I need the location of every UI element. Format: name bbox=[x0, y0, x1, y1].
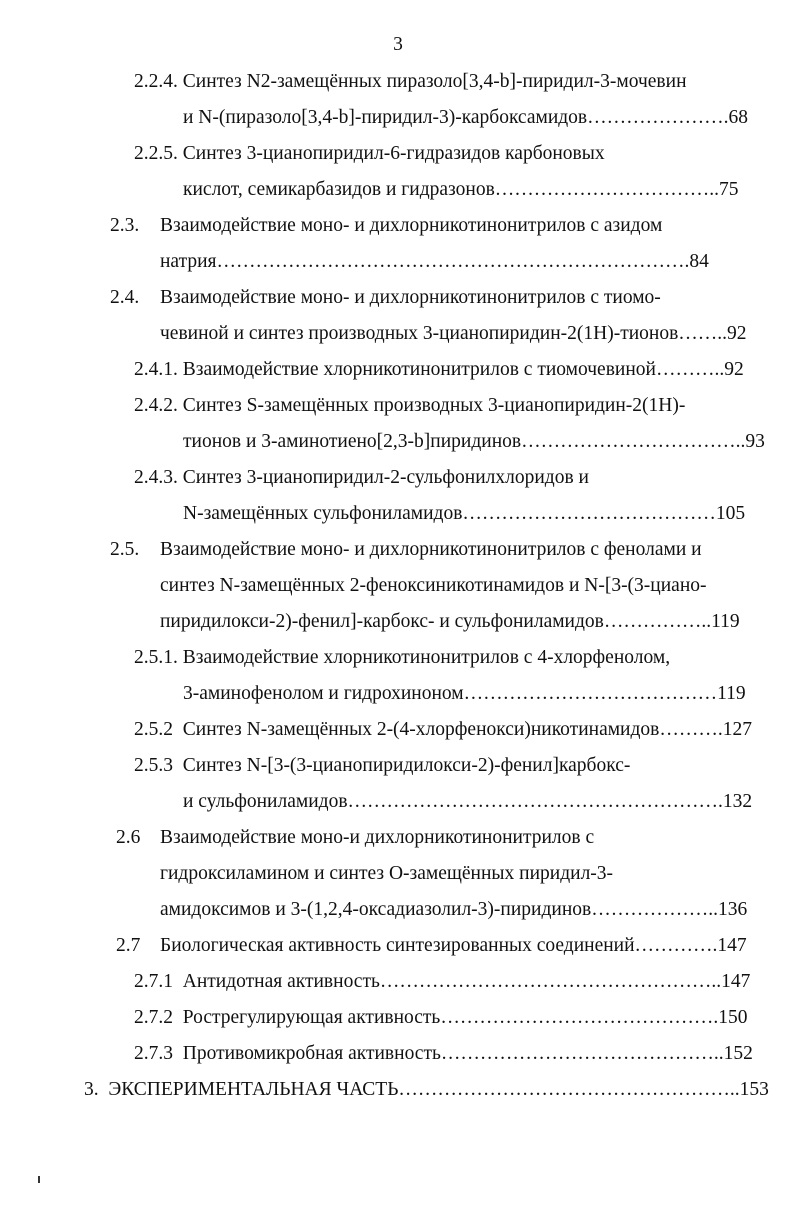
toc-line: и N-(пиразоло[3,4-b]-пиридил-3)-карбоксамидов………………….68 bbox=[183, 107, 749, 128]
toc-line: Биологическая активность синтезированных соединений………….147 bbox=[160, 935, 747, 956]
toc-number: 2.5. bbox=[110, 539, 140, 560]
toc-line: 2.7.3 Противомикробная активность……………………………………..152 bbox=[134, 1043, 753, 1064]
toc-line: 2.4.1. Взаимодействие хлорникотинонитрилов с тиомочевиной………..92 bbox=[134, 359, 744, 380]
toc-line: гидроксиламином и синтез О-замещённых пиридил-3- bbox=[160, 863, 614, 884]
toc-line: Взаимодействие моно-и дихлорникотинонитрилов с bbox=[160, 827, 595, 848]
scan-mark bbox=[38, 1176, 40, 1183]
toc-line: 2.4.2. Синтез S-замещённых производных 3-цианопиридин-2(1Н)- bbox=[134, 395, 686, 416]
toc-line: 3-аминофенолом и гидрохиноном…………………………………119 bbox=[183, 683, 746, 704]
toc-line: Взаимодействие моно- и дихлорникотинонитрилов с фенолами и bbox=[160, 539, 702, 560]
toc-number: 2.6 bbox=[116, 827, 141, 848]
toc-line: пиридилокси-2)-фенил]-карбокс- и сульфониламидов……………..119 bbox=[160, 611, 740, 632]
toc-number: 2.4. bbox=[110, 287, 140, 308]
toc-line: Взаимодействие моно- и дихлорникотинонитрилов с тиомо- bbox=[160, 287, 661, 308]
toc-line: кислот, семикарбазидов и гидразонов……………………………..75 bbox=[183, 179, 739, 200]
toc-line: N-замещённых сульфониламидов…………………………………105 bbox=[183, 503, 746, 524]
page-number: 3 bbox=[393, 34, 403, 55]
toc-line: синтез N-замещённых 2-феноксиникотинамидов и N-[3-(3-циано- bbox=[160, 575, 707, 596]
toc-line: 2.5.2 Синтез N-замещённых 2-(4-хлорфенокси)никотинамидов……….127 bbox=[134, 719, 753, 740]
toc-line: 2.7.2 Рострегулирующая активность…………………………………….150 bbox=[134, 1007, 748, 1028]
toc-line: 2.2.5. Синтез 3-цианопиридил-6-гидразидов карбоновых bbox=[134, 143, 605, 164]
toc-number: 2.7 bbox=[116, 935, 141, 956]
toc-number: 2.3. bbox=[110, 215, 140, 236]
toc-line: 2.4.3. Синтез 3-цианопиридил-2-сульфонилхлоридов и bbox=[134, 467, 589, 488]
toc-line: чевиной и синтез производных 3-цианопиридин-2(1Н)-тионов……..92 bbox=[160, 323, 747, 344]
toc-line: Взаимодействие моно- и дихлорникотинонитрилов с азидом bbox=[160, 215, 663, 236]
toc-line: 2.5.3 Синтез N-[3-(3-цианопиридилокси-2)-фенил]карбокс- bbox=[134, 755, 631, 776]
toc-line: 2.5.1. Взаимодействие хлорникотинонитрилов с 4-хлорфенолом, bbox=[134, 647, 671, 668]
toc-line: тионов и 3-аминотиено[2,3-b]пиридинов……………………………..93 bbox=[183, 431, 765, 452]
toc-line: и сульфониламидов………………………………………………….132 bbox=[183, 791, 753, 812]
toc-line: натрия……………………………………………………………….84 bbox=[160, 251, 709, 272]
toc-line: амидоксимов и 3-(1,2,4-оксадиазолил-3)-пиридинов………………..136 bbox=[160, 899, 748, 920]
toc-line: 3. ЭКСПЕРИМЕНТАЛЬНАЯ ЧАСТЬ……………………………………………..153 bbox=[84, 1079, 769, 1100]
toc-line: 2.2.4. Синтез N2-замещённых пиразоло[3,4-b]-пиридил-3-мочевин bbox=[134, 71, 687, 92]
toc-line: 2.7.1 Антидотная активность……………………………………………..147 bbox=[134, 971, 751, 992]
